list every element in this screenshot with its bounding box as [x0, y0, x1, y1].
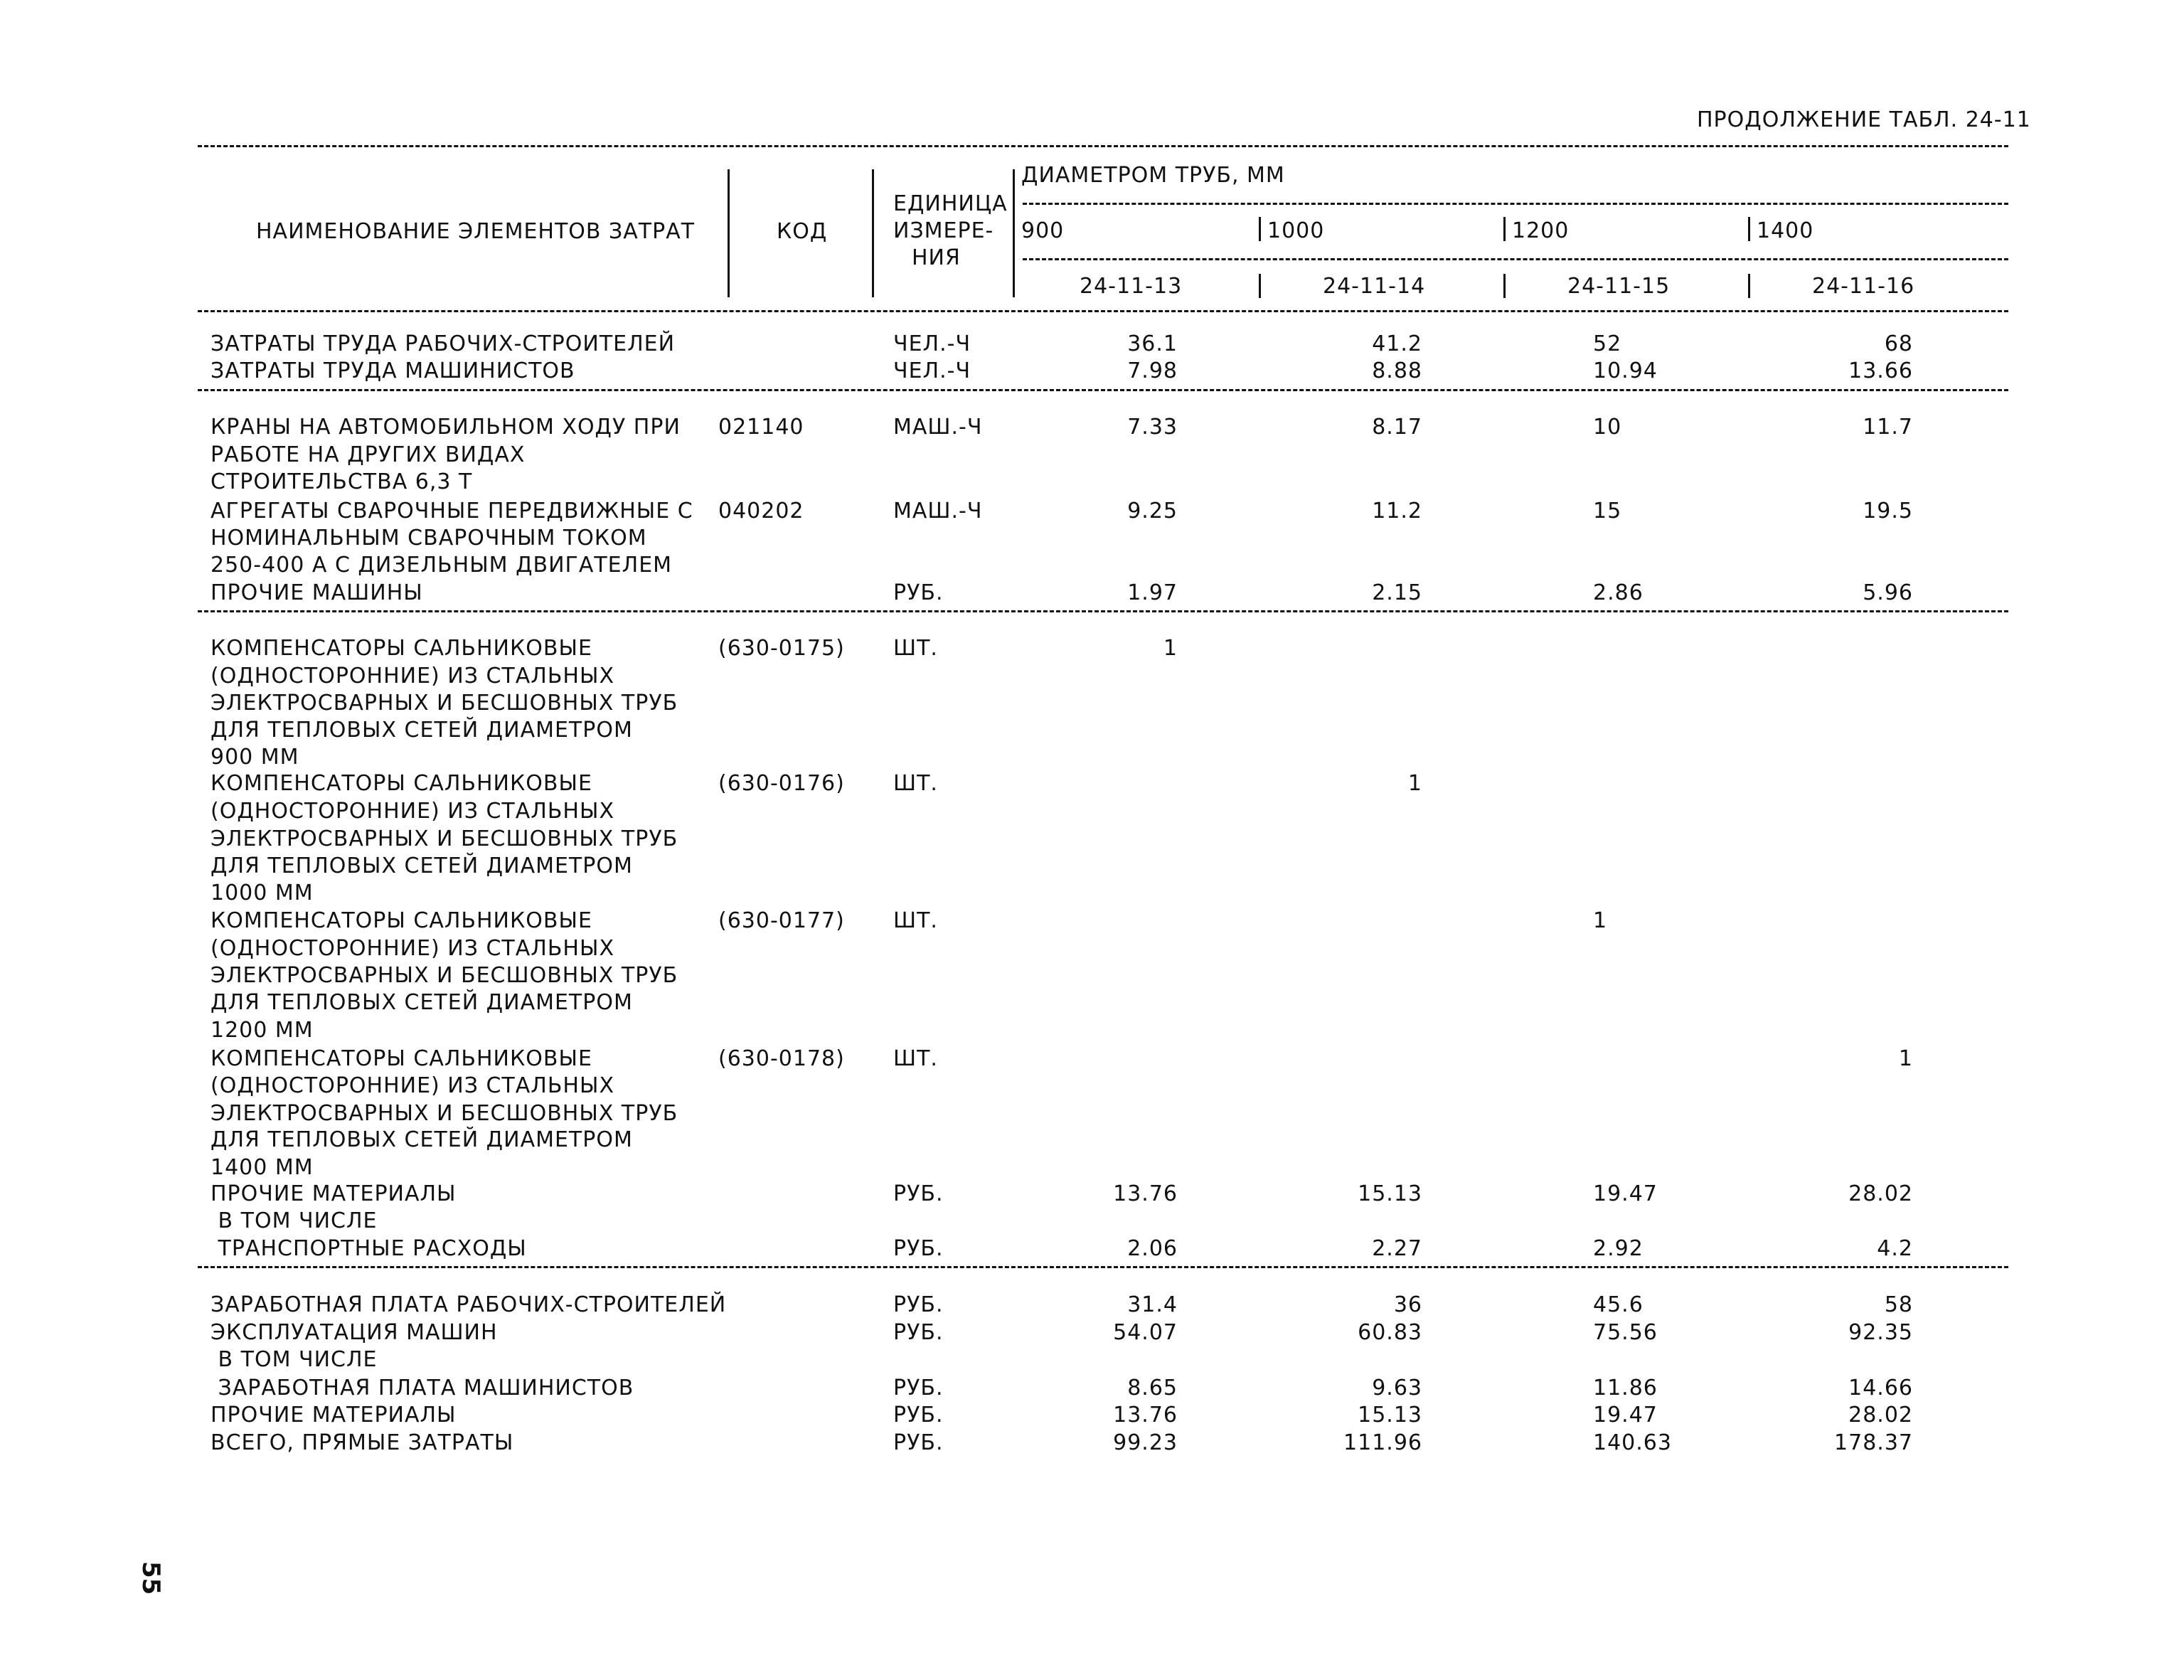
row-name: ДЛЯ ТЕПЛОВЫХ СЕТЕЙ ДИАМЕТРОМ [211, 1127, 633, 1152]
row-name: (ОДНОСТОРОННИЕ) ИЗ СТАЛЬНЫХ [211, 1073, 614, 1098]
row-value: 1.97 [1127, 580, 1178, 605]
row-name: КОМПЕНСАТОРЫ САЛЬНИКОВЫЕ [211, 908, 592, 933]
table-caption: ПРОДОЛЖЕНИЕ ТАБЛ. 24-11 [1697, 107, 2031, 132]
row-code: (630-0176) [718, 771, 845, 796]
row-value: 31.4 [1127, 1292, 1178, 1317]
row-unit: ШТ. [893, 636, 938, 661]
header-separator [1013, 169, 1015, 297]
row-value: 36 [1393, 1292, 1422, 1317]
row-name: ТРАНСПОРТНЫЕ РАСХОДЫ [211, 1236, 527, 1261]
row-name: ЗАРАБОТНАЯ ПЛАТА РАБОЧИХ-СТРОИТЕЛЕЙ [211, 1292, 727, 1317]
row-value: 52 [1593, 331, 1622, 356]
header-code-col: 24-11-14 [1323, 274, 1426, 299]
row-unit: РУБ. [893, 1376, 944, 1400]
row-value: 11.2 [1372, 499, 1422, 523]
row-value: 15.13 [1358, 1181, 1422, 1206]
row-value: 7.98 [1127, 358, 1178, 383]
row-value: 9.25 [1127, 499, 1178, 523]
rule-header-bottom [198, 310, 2008, 312]
row-name: ПРОЧИЕ МАТЕРИАЛЫ [211, 1181, 457, 1206]
row-unit: МАШ.-Ч [893, 499, 983, 523]
rule-section [198, 389, 2008, 391]
row-name: 900 ММ [211, 745, 299, 770]
row-code: (630-0177) [718, 908, 845, 933]
row-name: ЗАТРАТЫ ТРУДА РАБОЧИХ-СТРОИТЕЛЕЙ [211, 331, 676, 356]
row-code: 021140 [718, 415, 804, 440]
row-unit: ЧЕЛ.-Ч [893, 331, 971, 356]
header-unit-line: НИЯ [912, 245, 961, 270]
row-value: 2.15 [1372, 580, 1422, 605]
header-code-col: 24-11-13 [1080, 274, 1183, 299]
row-name: СТРОИТЕЛЬСТВА 6,3 Т [211, 469, 473, 494]
row-value: 14.66 [1848, 1376, 1913, 1400]
row-unit: РУБ. [893, 1320, 944, 1345]
row-value: 1 [1407, 771, 1422, 796]
row-value: 92.35 [1848, 1320, 1913, 1345]
row-value: 41.2 [1372, 331, 1422, 356]
row-name: ПРОЧИЕ МАШИНЫ [211, 580, 423, 605]
row-name: РАБОТЕ НА ДРУГИХ ВИДАХ [211, 442, 526, 467]
row-name: (ОДНОСТОРОННИЕ) ИЗ СТАЛЬНЫХ [211, 799, 614, 824]
row-value: 1 [1163, 636, 1178, 661]
header-separator [1259, 217, 1261, 241]
row-value: 13.66 [1848, 358, 1913, 383]
page-number: 55 [137, 1561, 165, 1595]
row-unit: РУБ. [893, 1181, 944, 1206]
row-name: ЗАТРАТЫ ТРУДА МАШИНИСТОВ [211, 358, 575, 383]
row-name: В ТОМ ЧИСЛЕ [211, 1347, 378, 1372]
row-value: 28.02 [1848, 1181, 1913, 1206]
row-name: ЭЛЕКТРОСВАРНЫХ И БЕСШОВНЫХ ТРУБ [211, 963, 678, 988]
row-value: 9.63 [1372, 1376, 1422, 1400]
row-value: 11.7 [1863, 415, 1913, 440]
row-name: ЭЛЕКТРОСВАРНЫХ И БЕСШОВНЫХ ТРУБ [211, 691, 678, 716]
row-value: 99.23 [1113, 1430, 1178, 1455]
row-value: 2.06 [1127, 1236, 1178, 1261]
row-value: 7.33 [1127, 415, 1178, 440]
row-value: 45.6 [1593, 1292, 1644, 1317]
row-unit: РУБ. [893, 1403, 944, 1428]
row-unit: РУБ. [893, 1292, 944, 1317]
row-name: ЭЛЕКТРОСВАРНЫХ И БЕСШОВНЫХ ТРУБ [211, 826, 678, 851]
row-value: 4.2 [1877, 1236, 1913, 1261]
rule-section [198, 1266, 2008, 1268]
row-name: ЭКСПЛУАТАЦИЯ МАШИН [211, 1320, 498, 1345]
row-code: (630-0175) [718, 636, 845, 661]
row-value: 178.37 [1834, 1430, 1913, 1455]
row-unit: МАШ.-Ч [893, 415, 983, 440]
row-value: 28.02 [1848, 1403, 1913, 1428]
header-separator [1748, 274, 1750, 298]
row-value: 36.1 [1127, 331, 1178, 356]
row-value: 1 [1898, 1046, 1913, 1071]
row-value: 58 [1884, 1292, 1913, 1317]
row-name: 250-400 А С ДИЗЕЛЬНЫМ ДВИГАТЕЛЕМ [211, 553, 673, 578]
row-name: ПРОЧИЕ МАТЕРИАЛЫ [211, 1403, 457, 1428]
row-value: 15 [1593, 499, 1622, 523]
row-unit: ЧЕЛ.-Ч [893, 358, 971, 383]
row-value: 68 [1884, 331, 1913, 356]
rule-top [198, 145, 2008, 147]
rule-header [1023, 203, 2008, 205]
header-diameter: 1000 [1267, 218, 1325, 243]
row-name: 1400 ММ [211, 1155, 314, 1180]
row-name: АГРЕГАТЫ СВАРОЧНЫЕ ПЕРЕДВИЖНЫЕ С [211, 499, 693, 523]
row-code: (630-0178) [718, 1046, 845, 1071]
row-value: 13.76 [1113, 1403, 1178, 1428]
row-name: (ОДНОСТОРОННИЕ) ИЗ СТАЛЬНЫХ [211, 664, 614, 689]
rule-header [1023, 258, 2008, 260]
row-value: 8.65 [1127, 1376, 1178, 1400]
row-unit: РУБ. [893, 1236, 944, 1261]
row-value: 2.86 [1593, 580, 1644, 605]
row-value: 19.5 [1863, 499, 1913, 523]
row-value: 19.47 [1593, 1181, 1658, 1206]
row-value: 13.76 [1113, 1181, 1178, 1206]
row-code: 040202 [718, 499, 804, 523]
header-diameter: 1200 [1512, 218, 1570, 243]
row-value: 8.17 [1372, 415, 1422, 440]
header-separator [1503, 274, 1506, 298]
row-name: ДЛЯ ТЕПЛОВЫХ СЕТЕЙ ДИАМЕТРОМ [211, 718, 633, 743]
row-name: КОМПЕНСАТОРЫ САЛЬНИКОВЫЕ [211, 1046, 592, 1071]
header-separator [1259, 274, 1261, 298]
row-name: 1200 ММ [211, 1018, 314, 1043]
row-value: 15.13 [1358, 1403, 1422, 1428]
row-name: КОМПЕНСАТОРЫ САЛЬНИКОВЫЕ [211, 636, 592, 661]
row-name: ВСЕГО, ПРЯМЫЕ ЗАТРАТЫ [211, 1430, 514, 1455]
row-name: КОМПЕНСАТОРЫ САЛЬНИКОВЫЕ [211, 771, 592, 796]
header-diameter: 1400 [1757, 218, 1814, 243]
header-unit-line: ЕДИНИЦА [893, 191, 1008, 216]
header-separator [1748, 217, 1750, 241]
header-code: КОД [777, 219, 828, 244]
row-unit: РУБ. [893, 580, 944, 605]
header-diameter: 900 [1021, 218, 1065, 243]
header-group: ДИАМЕТРОМ ТРУБ, ММ [1021, 163, 1285, 188]
row-value: 111.96 [1343, 1430, 1422, 1455]
header-separator [728, 169, 730, 297]
header-separator [1503, 217, 1506, 241]
row-unit: ШТ. [893, 771, 938, 796]
row-unit: ШТ. [893, 908, 938, 933]
row-value: 60.83 [1358, 1320, 1422, 1345]
row-value: 11.86 [1593, 1376, 1658, 1400]
row-name: (ОДНОСТОРОННИЕ) ИЗ СТАЛЬНЫХ [211, 936, 614, 961]
row-name: 1000 ММ [211, 881, 314, 905]
row-unit: РУБ. [893, 1430, 944, 1455]
header-code-col: 24-11-15 [1567, 274, 1671, 299]
row-name: В ТОМ ЧИСЛЕ [211, 1208, 378, 1233]
row-name: НОМИНАЛЬНЫМ СВАРОЧНЫМ ТОКОМ [211, 526, 647, 551]
rule-section [198, 610, 2008, 612]
row-value: 54.07 [1113, 1320, 1178, 1345]
header-name: НАИМЕНОВАНИЕ ЭЛЕМЕНТОВ ЗАТРАТ [256, 219, 696, 244]
row-name: КРАНЫ НА АВТОМОБИЛЬНОМ ХОДУ ПРИ [211, 415, 681, 440]
row-value: 19.47 [1593, 1403, 1658, 1428]
row-value: 2.27 [1372, 1236, 1422, 1261]
row-name: ЭЛЕКТРОСВАРНЫХ И БЕСШОВНЫХ ТРУБ [211, 1101, 678, 1126]
row-name: ДЛЯ ТЕПЛОВЫХ СЕТЕЙ ДИАМЕТРОМ [211, 990, 633, 1015]
row-value: 1 [1593, 908, 1608, 933]
header-code-col: 24-11-16 [1812, 274, 1915, 299]
row-value: 5.96 [1863, 580, 1913, 605]
header-unit-line: ИЗМЕРЕ- [893, 218, 994, 243]
row-value: 75.56 [1593, 1320, 1658, 1345]
row-unit: ШТ. [893, 1046, 938, 1071]
row-value: 8.88 [1372, 358, 1422, 383]
row-name: ЗАРАБОТНАЯ ПЛАТА МАШИНИСТОВ [211, 1376, 634, 1400]
row-value: 10 [1593, 415, 1622, 440]
row-value: 140.63 [1593, 1430, 1672, 1455]
row-value: 2.92 [1593, 1236, 1644, 1261]
row-name: ДЛЯ ТЕПЛОВЫХ СЕТЕЙ ДИАМЕТРОМ [211, 854, 633, 878]
row-value: 10.94 [1593, 358, 1658, 383]
header-separator [872, 169, 874, 297]
